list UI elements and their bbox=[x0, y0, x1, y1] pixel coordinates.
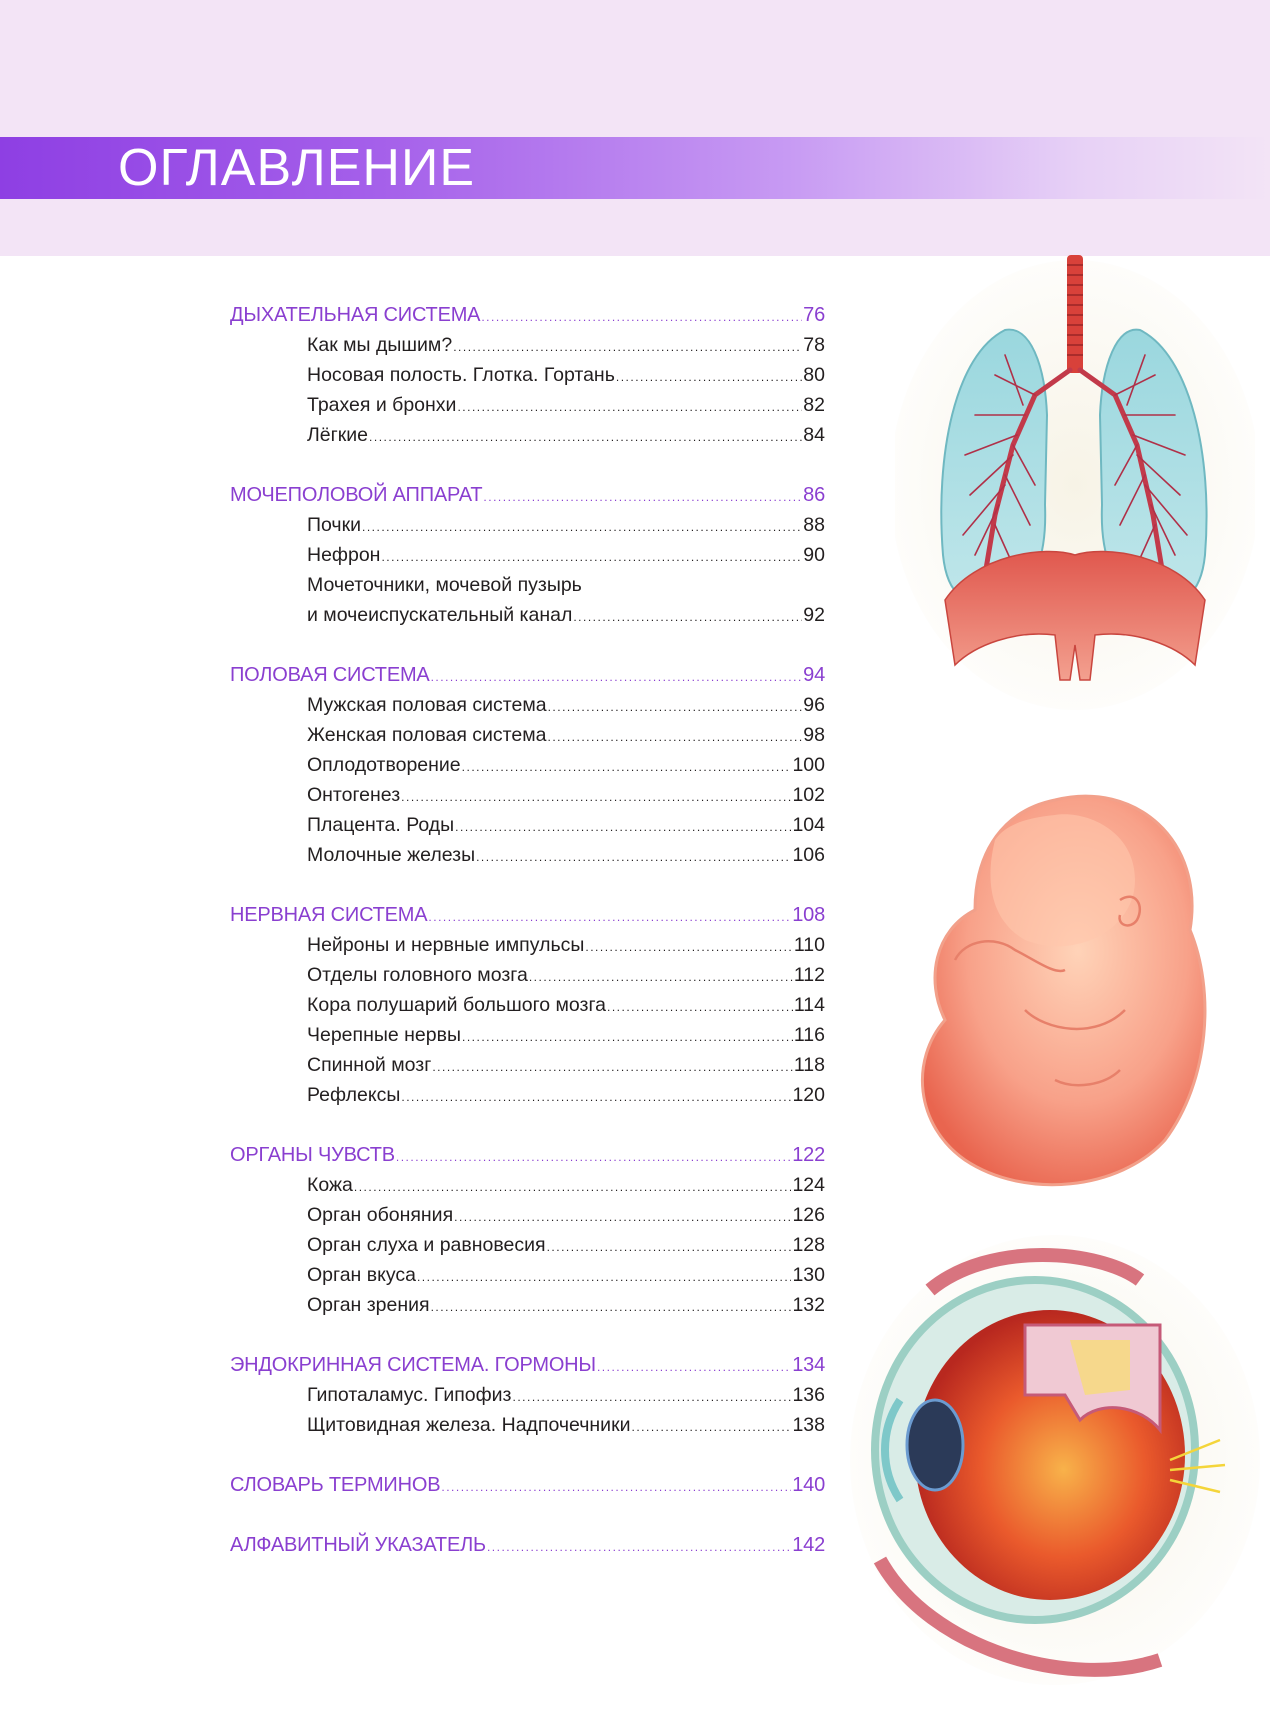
toc-entry-page-number: 126 bbox=[792, 1204, 825, 1226]
toc-entry[interactable] bbox=[230, 1410, 825, 1440]
toc-entry-page-number: 100 bbox=[792, 754, 825, 776]
toc-entry-label-line1[interactable]: Мочеточники, мочевой пузырь bbox=[307, 574, 582, 596]
toc-entry-label: Трахея и бронхи bbox=[307, 394, 457, 416]
toc-entry-page-number: 124 bbox=[792, 1174, 825, 1196]
dot-leader bbox=[616, 362, 802, 392]
dot-leader bbox=[607, 992, 793, 1022]
toc-section-heading-label: МОЧЕПОЛОВОЙ АППАРАТ bbox=[230, 484, 483, 506]
dot-leader bbox=[453, 332, 802, 362]
toc-entry-page-number: 132 bbox=[792, 1294, 825, 1316]
dot-leader bbox=[548, 692, 803, 722]
toc-entry-label: Онтогенез bbox=[307, 784, 401, 806]
dot-leader bbox=[431, 662, 803, 692]
toc-entry[interactable] bbox=[230, 1290, 825, 1320]
page-title: ОГЛАВЛЕНИЕ bbox=[118, 139, 476, 197]
dot-leader bbox=[432, 1052, 793, 1082]
dot-leader bbox=[454, 1202, 791, 1232]
toc-entry[interactable] bbox=[230, 1200, 825, 1230]
dot-leader bbox=[547, 1232, 792, 1262]
toc-entry[interactable] bbox=[230, 1080, 825, 1110]
toc-entry-page-number: 82 bbox=[803, 394, 825, 416]
toc-entry-page-number: 102 bbox=[792, 784, 825, 806]
toc-entry[interactable] bbox=[230, 990, 825, 1020]
toc-entry-label: Носовая полость. Глотка. Гортань bbox=[307, 364, 615, 386]
dot-leader bbox=[597, 1352, 791, 1382]
dot-leader bbox=[431, 1292, 792, 1322]
toc-entry-page-number: 96 bbox=[803, 694, 825, 716]
toc-entry-page-number: 106 bbox=[792, 844, 825, 866]
toc-section-heading-label: СЛОВАРЬ ТЕРМИНОВ bbox=[230, 1474, 441, 1496]
toc-entry-label: Гипоталамус. Гипофиз bbox=[307, 1384, 512, 1406]
toc-entry-page-number: 118 bbox=[793, 1054, 825, 1076]
toc-entry[interactable] bbox=[230, 1020, 825, 1050]
dot-leader bbox=[396, 1142, 791, 1172]
toc-section-heading-page-number: 134 bbox=[792, 1354, 825, 1376]
dot-leader bbox=[481, 302, 802, 332]
toc-entry-label: и мочеиспускательный канал bbox=[307, 604, 573, 626]
toc-entry-label: Черепные нервы bbox=[307, 1024, 461, 1046]
toc-entry[interactable] bbox=[230, 810, 825, 840]
toc-section-heading-page-number: 86 bbox=[803, 484, 825, 506]
toc-entry-label: Лёгкие bbox=[307, 424, 369, 446]
toc-entry-label: Плацента. Роды bbox=[307, 814, 455, 836]
toc-entry-page-number: 90 bbox=[803, 544, 825, 566]
toc-entry-page-number: 112 bbox=[793, 964, 825, 986]
toc-entry-page-number: 110 bbox=[793, 934, 825, 956]
dot-leader bbox=[529, 962, 793, 992]
toc-entry[interactable] bbox=[230, 960, 825, 990]
toc-section-heading[interactable] bbox=[230, 1470, 825, 1500]
toc-entry-page-number: 98 bbox=[803, 724, 825, 746]
toc-entry[interactable] bbox=[230, 510, 825, 540]
toc-entry-label: Щитовидная железа. Надпочечники bbox=[307, 1414, 631, 1436]
table-of-contents bbox=[230, 300, 825, 1560]
toc-section-heading[interactable] bbox=[230, 660, 825, 690]
toc-entry-page-number: 104 bbox=[792, 814, 825, 836]
dot-leader bbox=[381, 542, 802, 572]
toc-entry-label: Спинной мозг bbox=[307, 1054, 432, 1076]
section-gap bbox=[230, 1110, 825, 1140]
toc-section-heading[interactable] bbox=[230, 1350, 825, 1380]
toc-entry-page-number: 92 bbox=[803, 604, 825, 626]
dot-leader bbox=[369, 422, 802, 452]
toc-section-heading-label: ДЫХАТЕЛЬНАЯ СИСТЕМА bbox=[230, 304, 481, 326]
toc-section-heading[interactable] bbox=[230, 900, 825, 930]
eye-illustration bbox=[840, 1230, 1265, 1700]
toc-entry-label: Мужская половая система bbox=[307, 694, 547, 716]
toc-section-heading-page-number: 94 bbox=[803, 664, 825, 686]
toc-section-heading-label: НЕРВНАЯ СИСТЕМА bbox=[230, 904, 428, 926]
section-gap bbox=[230, 1320, 825, 1350]
toc-entry-label: Нейроны и нервные импульсы bbox=[307, 934, 585, 956]
section-gap bbox=[230, 1440, 825, 1470]
toc-entry-page-number: 128 bbox=[792, 1234, 825, 1256]
dot-leader bbox=[401, 782, 791, 812]
dot-leader bbox=[632, 1412, 792, 1442]
toc-entry[interactable] bbox=[230, 390, 825, 420]
dot-leader bbox=[487, 1532, 791, 1562]
toc-section-heading-page-number: 142 bbox=[792, 1534, 825, 1556]
toc-entry[interactable] bbox=[230, 720, 825, 750]
toc-section-heading-label: ЭНДОКРИННАЯ СИСТЕМА. ГОРМОНЫ bbox=[230, 1354, 596, 1376]
toc-entry-label: Почки bbox=[307, 514, 362, 536]
dot-leader bbox=[585, 932, 793, 962]
toc-entry-page-number: 120 bbox=[792, 1084, 825, 1106]
dot-leader bbox=[513, 1382, 792, 1412]
dot-leader bbox=[354, 1172, 792, 1202]
toc-entry[interactable] bbox=[230, 780, 825, 810]
toc-entry[interactable] bbox=[230, 540, 825, 570]
toc-entry[interactable] bbox=[230, 1230, 825, 1260]
toc-section-heading[interactable] bbox=[230, 480, 825, 510]
toc-entry-page-number: 138 bbox=[792, 1414, 825, 1436]
toc-section-heading-label: ОРГАНЫ ЧУВСТВ bbox=[230, 1144, 395, 1166]
toc-entry[interactable] bbox=[230, 690, 825, 720]
dot-leader bbox=[428, 902, 791, 932]
toc-entry[interactable] bbox=[230, 930, 825, 960]
dot-leader bbox=[455, 812, 791, 842]
section-gap bbox=[230, 870, 825, 900]
toc-entry[interactable] bbox=[230, 1260, 825, 1290]
toc-section-heading-page-number: 140 bbox=[792, 1474, 825, 1496]
dot-leader bbox=[548, 722, 803, 752]
toc-entry[interactable] bbox=[230, 360, 825, 390]
toc-entry[interactable] bbox=[230, 330, 825, 360]
header-band bbox=[0, 0, 1270, 256]
lens bbox=[907, 1400, 963, 1490]
toc-section-heading-page-number: 76 bbox=[803, 304, 825, 326]
toc-entry-label: Женская половая система bbox=[307, 724, 547, 746]
toc-entry-page-number: 114 bbox=[793, 994, 825, 1016]
section-gap bbox=[230, 450, 825, 480]
toc-entry[interactable] bbox=[230, 600, 825, 630]
toc-entry-page-number: 116 bbox=[793, 1024, 825, 1046]
toc-entry[interactable] bbox=[230, 420, 825, 450]
toc-section-heading-page-number: 108 bbox=[792, 904, 825, 926]
toc-entry-label: Как мы дышим? bbox=[307, 334, 453, 356]
toc-entry-label: Орган обоняния bbox=[307, 1204, 454, 1226]
toc-entry-page-number: 84 bbox=[803, 424, 825, 446]
toc-section-heading[interactable] bbox=[230, 300, 825, 330]
toc-section-heading-label: ПОЛОВАЯ СИСТЕМА bbox=[230, 664, 430, 686]
dot-leader bbox=[483, 482, 802, 512]
toc-entry-label: Нефрон bbox=[307, 544, 381, 566]
section-gap bbox=[230, 630, 825, 660]
toc-entry[interactable] bbox=[230, 1380, 825, 1410]
toc-entry-label: Оплодотворение bbox=[307, 754, 461, 776]
section-gap bbox=[230, 1500, 825, 1530]
dot-leader bbox=[573, 602, 802, 632]
dot-leader bbox=[476, 842, 791, 872]
toc-entry[interactable] bbox=[230, 1170, 825, 1200]
fetus-illustration bbox=[905, 780, 1220, 1190]
toc-section-heading-page-number: 122 bbox=[792, 1144, 825, 1166]
toc-section-heading[interactable] bbox=[230, 1140, 825, 1170]
lungs-illustration bbox=[895, 255, 1255, 715]
toc-entry-label: Орган вкуса bbox=[307, 1264, 416, 1286]
toc-entry-label: Кора полушарий большого мозга bbox=[307, 994, 607, 1016]
toc-entry-page-number: 80 bbox=[803, 364, 825, 386]
toc-entry-label: Орган слуха и равновесия bbox=[307, 1234, 546, 1256]
toc-entry-page-number: 78 bbox=[803, 334, 825, 356]
toc-entry[interactable] bbox=[230, 1050, 825, 1080]
toc-section-heading[interactable] bbox=[230, 1530, 825, 1560]
dot-leader bbox=[462, 1022, 793, 1052]
dot-leader bbox=[457, 392, 802, 422]
dot-leader bbox=[417, 1262, 791, 1292]
dot-leader bbox=[441, 1472, 791, 1502]
toc-entry-label: Орган зрения bbox=[307, 1294, 430, 1316]
toc-entry-label: Рефлексы bbox=[307, 1084, 401, 1106]
toc-entry-page-number: 136 bbox=[792, 1384, 825, 1406]
toc-entry-label: Кожа bbox=[307, 1174, 353, 1196]
dot-leader bbox=[362, 512, 802, 542]
toc-entry-label: Молочные железы bbox=[307, 844, 476, 866]
toc-entry-page-number: 88 bbox=[803, 514, 825, 536]
toc-entry-label: Отделы головного мозга bbox=[307, 964, 528, 986]
toc-entry[interactable] bbox=[230, 750, 825, 780]
dot-leader bbox=[401, 1082, 791, 1112]
toc-entry[interactable] bbox=[230, 840, 825, 870]
dot-leader bbox=[462, 752, 792, 782]
toc-entry-page-number: 130 bbox=[792, 1264, 825, 1286]
toc-section-heading-label: АЛФАВИТНЫЙ УКАЗАТЕЛЬ bbox=[230, 1534, 486, 1556]
